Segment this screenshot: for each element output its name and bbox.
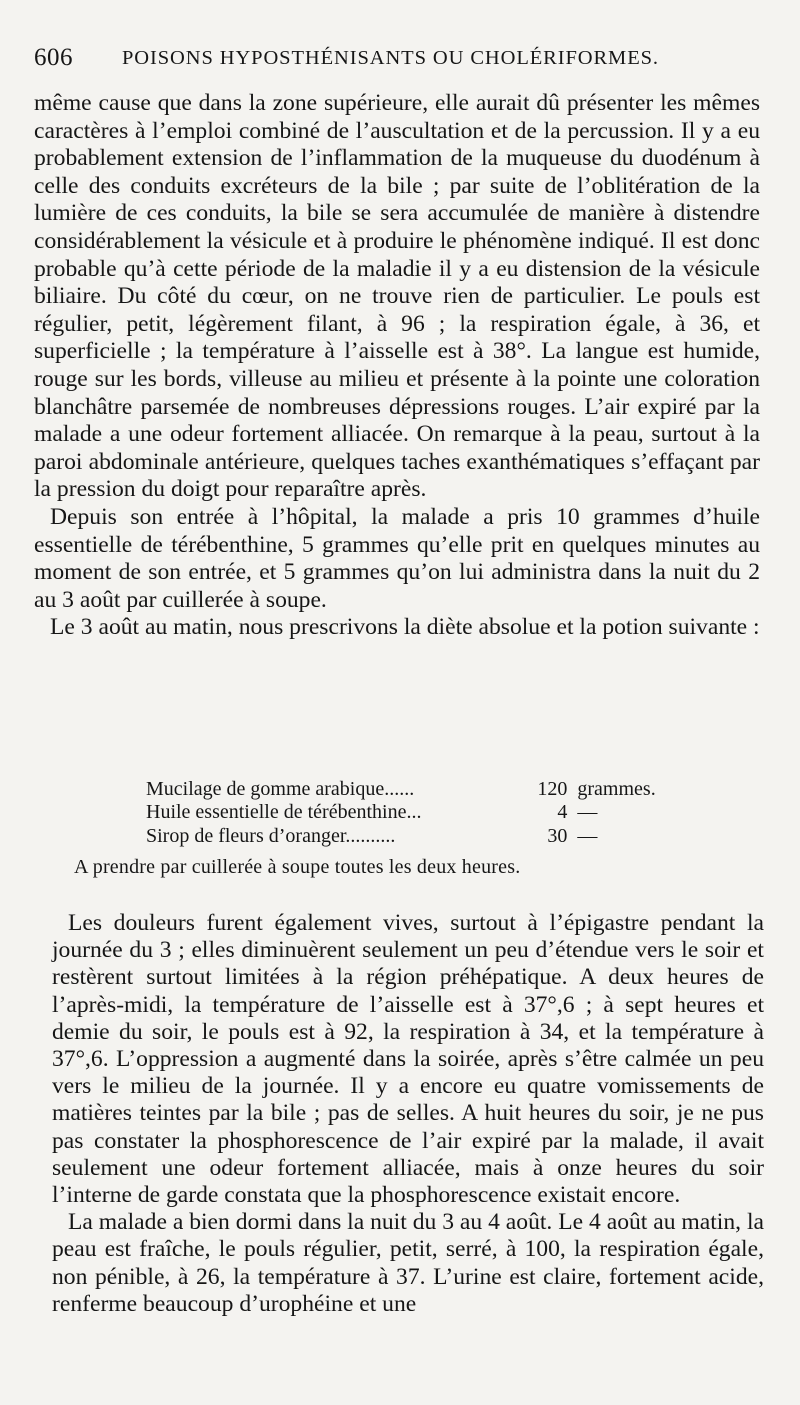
ingredient-unit: — <box>577 801 598 824</box>
prescription-row <box>146 825 666 848</box>
main-text-top <box>34 90 760 642</box>
page-number: 606 <box>34 44 73 71</box>
running-title: POISONS HYPOSTHÉNISANTS OU CHOLÉRIFORMES. <box>122 47 659 69</box>
ingredient-name: Sirop de fleurs d’oranger.......... <box>146 824 396 847</box>
ingredient-name: Mucilage de gomme arabique...... <box>146 778 415 800</box>
paragraph: Le 3 août au matin, nous prescrivons la diète absolue et la potion suivante : <box>50 614 760 641</box>
prescription-row <box>146 778 666 801</box>
ingredient-quantity: 30 <box>547 824 568 847</box>
ingredient-unit: grammes. <box>577 778 656 800</box>
paragraph: Depuis son entrée à l’hôpital, la malade a pris 10 grammes d’huile essentielle de térébenthine, 5 grammes qu’elle prit en quelques minutes au moment de son entrée, et 5 grammes qu’on lui administra dans la nuit du 2 au 3 août par cuillerée à soupe. <box>34 503 760 613</box>
ingredient-quantity: 4 <box>557 801 568 824</box>
ingredient-unit: — <box>577 824 598 847</box>
paragraph: La malade a bien dormi dans la nuit du 3 au 4 août. Le 4 août au matin, la peau est fraîche, le pouls régulier, petit, serré, à 100, la respiration égale, non pénible, à 26, la température à 37. L’urine est claire, fortement acide, renferme beaucoup d’urophéine et une <box>52 1209 764 1317</box>
prescription-table <box>146 778 666 848</box>
main-text-bottom <box>52 910 764 1318</box>
paragraph: même cause que dans la zone supérieure, elle aurait dû présenter les mêmes caractères à l’emploi combiné de l’auscultation et de la percussion. Il y a eu probablement extension de l’inflammation de la muqueuse du duodénum à celle des conduits excréteurs de la bile ; par suite de l’oblitération de la lumière de ces conduits, la bile se sera accumulée de manière à distendre considérablement la vésicule et à produire le phénomène indiqué. Il est donc probable qu’à cette période de la maladie il y a eu distension de la vésicule biliaire. Du côté du cœur, on ne trouve rien de particulier. Le pouls est régulier, petit, légèrement filant, à 96 ; la respiration égale, à 36, et superficielle ; la température à l’aisselle est à 38°. La langue est humide, rouge sur les bords, villeuse au milieu et présente à la pointe une coloration blanchâtre parsemée de nombreuses dépressions rouges. L’air expiré par la malade a une odeur fortement alliacée. On remarque à la peau, surtout à la paroi abdominale antérieure, quelques taches exanthématiques s’effaçant par la pression du doigt pour reparaître après. <box>34 90 760 503</box>
paragraph: Les douleurs furent également vives, surtout à l’épigastre pendant la journée du 3 ; elles diminuèrent seulement un peu d’étendue vers le soir et restèrent surtout limitées à la région préhépatique. A deux heures de l’après-midi, la température de l’aisselle est à 37°,6 ; à sept heures et demie du soir, le pouls est à 92, la respiration à 34, et la température à 37°,6. L’oppression a augmenté dans la soirée, après s’être calmée un peu vers le milieu de la journée. Il y a encore eu quatre vomissements de matières teintes par la bile ; pas de selles. A huit heures du soir, je ne pus pas constater la phosphorescence de l’air expiré par la malade, il avait seulement une odeur fortement alliacée, mais à onze heures du soir l’interne de garde constata que la phosphorescence existait encore. <box>52 910 764 1209</box>
prescription-row <box>146 801 666 824</box>
page-header <box>34 44 774 78</box>
prescription-note: A prendre par cuillerée à soupe toutes les deux heures. <box>74 856 521 878</box>
ingredient-quantity: 120 <box>537 778 568 800</box>
ingredient-name: Huile essentielle de térébenthine... <box>146 801 422 824</box>
